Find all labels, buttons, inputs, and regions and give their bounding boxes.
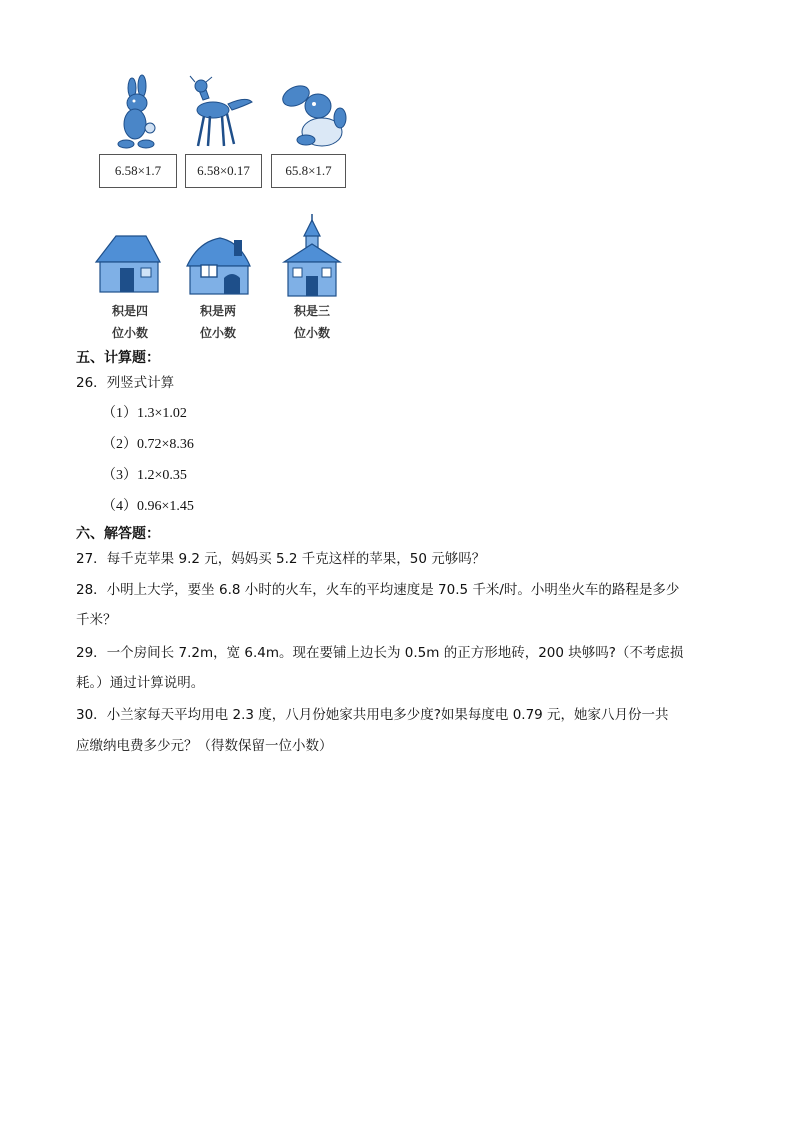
question-text: 小明上大学，要坐 6.8 小时的火车，火车的平均速度是 70.5 千米/时。小明坐火车的路程是多少 (106, 582, 680, 598)
caption-line: 积是三 (293, 304, 330, 318)
expression-box-2: 6.58×0.17 (185, 154, 262, 188)
question-29-continued: 耗。）通过计算说明。 (76, 675, 205, 691)
section-heading-calc: 五、计算题： (76, 350, 160, 366)
caption-line: 积是四 (111, 304, 148, 318)
question-text: 一个房间长 7.2m，宽 6.4m。现在要铺上边长为 0.5m 的正方形地砖，200 块够吗?（不考虑损 (106, 645, 684, 661)
question-number: 30． (76, 707, 107, 723)
caption-line: 位小数 (199, 326, 236, 340)
matching-figure (0, 0, 794, 345)
question-29 (76, 643, 683, 663)
sub-item-4: （4）0.96×1.45 (102, 499, 194, 514)
expression-box-1: 6.58×1.7 (99, 154, 177, 188)
question-30 (76, 705, 669, 725)
house-caption-2 (188, 300, 248, 344)
castle-icon (284, 214, 340, 296)
section-heading-solve: 六、解答题： (76, 526, 160, 542)
bunny-icon (280, 82, 346, 146)
question-text: 小兰家每天平均用电 2.3 度，八月份她家共用电多少度?如果每度电 0.79 元，她家八月份一共 (106, 707, 669, 723)
rabbit-icon (118, 75, 155, 148)
house-caption-1 (100, 300, 160, 344)
house-icon (96, 236, 160, 292)
expression-box-3: 65.8×1.7 (271, 154, 346, 188)
caption-line: 位小数 (293, 326, 330, 340)
deer-icon (190, 76, 252, 146)
sub-item-2: （2）0.72×8.36 (102, 437, 194, 452)
question-28-continued: 千米？ (76, 612, 117, 628)
house-icon (187, 238, 250, 294)
question-number: 26． (76, 375, 107, 391)
sub-item-3: （3）1.2×0.35 (102, 468, 187, 483)
caption-line: 积是两 (199, 304, 236, 318)
caption-line: 位小数 (111, 326, 148, 340)
house-caption-3 (282, 300, 342, 344)
question-number: 27． (76, 551, 107, 567)
sub-item-1: （1）1.3×1.02 (102, 406, 187, 421)
question-26 (76, 373, 174, 393)
question-27 (76, 549, 485, 569)
question-text: 每千克苹果 9.2 元，妈妈买 5.2 千克这样的苹果，50 元够吗？ (106, 551, 486, 567)
question-30-continued: 应缴纳电费多少元？（得数保留一位小数） (76, 738, 333, 754)
question-number: 29． (76, 645, 107, 661)
question-text: 列竖式计算 (106, 375, 175, 391)
question-number: 28． (76, 582, 107, 598)
question-28 (76, 580, 679, 600)
